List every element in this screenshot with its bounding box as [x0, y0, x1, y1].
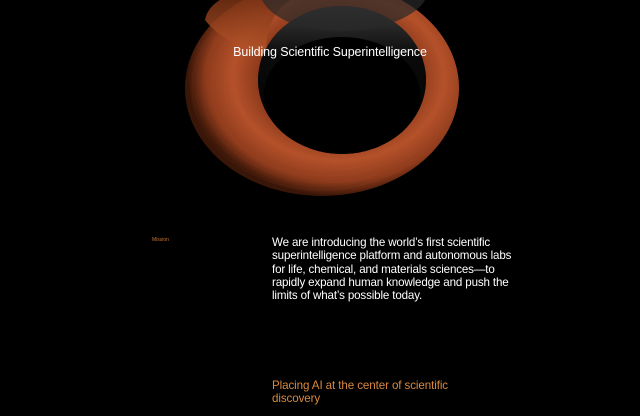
hero-title: Building Scientific Superintelligence	[233, 45, 427, 59]
mission-statement: We are introducing the world’s first scientific superintelligence platform and autonomous labs for life, chemical, and materials sciences—to rapidly expand human knowledge and push the limits of what’s possible today.	[272, 236, 512, 303]
section-heading: Placing AI at the center of scientific discovery	[272, 379, 448, 406]
mission-label: Mission	[152, 237, 169, 243]
